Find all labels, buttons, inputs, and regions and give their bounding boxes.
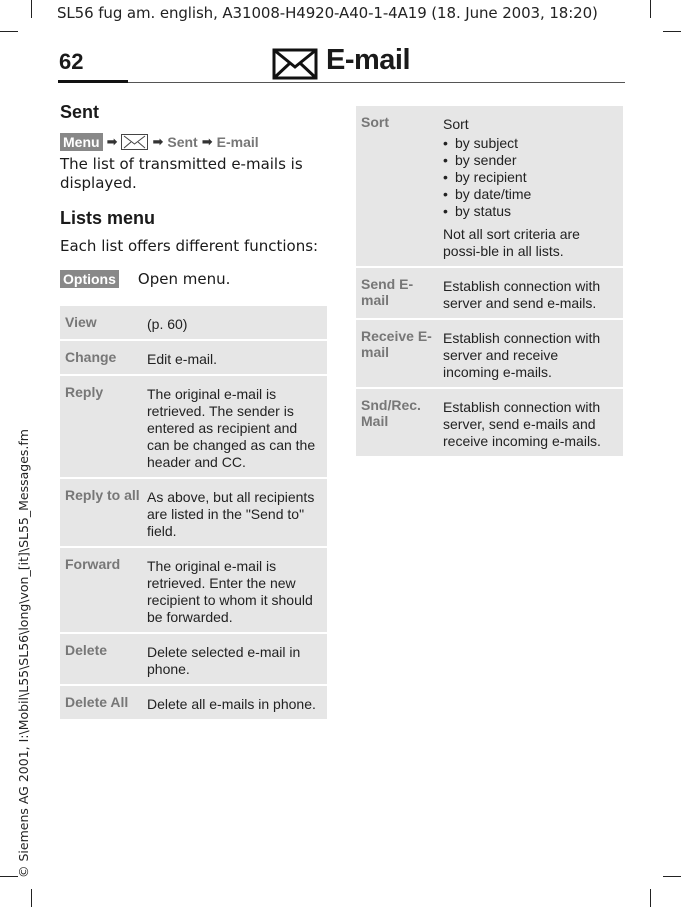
table-row	[356, 320, 623, 387]
function-description: (p. 60)	[146, 306, 327, 339]
sort-options-list	[443, 135, 617, 220]
functions-table	[60, 304, 327, 721]
function-description: Establish connection with server, send e-mails and receive incoming e-mails.	[442, 389, 623, 456]
arrow-icon: ➡	[152, 134, 164, 149]
crop-mark	[650, 889, 651, 907]
crop-mark	[663, 876, 681, 877]
function-name: Forward	[60, 548, 146, 632]
function-description: Establish connection with server and send e-mails.	[442, 268, 623, 318]
function-name: Reply	[60, 376, 146, 477]
file-path-note: © Siemens AG 2001, I:\Mobil\L55\SL56\long\von_[it]\SL55_Messages.fm	[16, 429, 31, 878]
function-name: View	[60, 306, 146, 339]
list-item: • by status	[443, 203, 617, 220]
list-item: • by date/time	[443, 186, 617, 203]
table-row	[60, 686, 327, 719]
lists-intro: Each list offers different functions:	[60, 237, 319, 255]
function-name: Receive E-mail	[356, 320, 442, 387]
functions-table-continued	[356, 104, 623, 458]
list-item: • by sender	[443, 152, 617, 169]
function-description: As above, but all recipients are listed in the "Send to" field.	[146, 479, 327, 546]
table-row	[356, 268, 623, 318]
options-softkey: Options	[60, 270, 119, 288]
page-number: 62	[59, 49, 84, 74]
crop-mark	[0, 31, 18, 32]
header-rule	[128, 82, 625, 83]
envelope-icon	[121, 134, 148, 150]
table-row	[356, 389, 623, 456]
function-description: Establish connection with server and receive incoming e-mails.	[442, 320, 623, 387]
list-item: • by subject	[443, 135, 617, 152]
table-row	[60, 634, 327, 684]
sent-description: The list of transmitted e-mails is displayed.	[60, 155, 303, 192]
sort-note: Not all sort criteria are possi-ble in all lists.	[443, 226, 580, 259]
table-row	[60, 341, 327, 374]
table-row	[60, 376, 327, 477]
table-row	[60, 306, 327, 339]
table-row	[60, 479, 327, 546]
crop-mark	[31, 0, 32, 18]
function-description: Delete all e-mails in phone.	[146, 686, 327, 719]
function-name: Delete All	[60, 686, 146, 719]
section-heading-sent: Sent	[60, 102, 100, 122]
page-title: E-mail	[326, 44, 411, 76]
function-description: The original e-mail is retrieved. The sender is entered as recipient and can be changed as can the header and CC.	[146, 376, 327, 477]
function-name: Delete	[60, 634, 146, 684]
menu-softkey: Menu	[60, 133, 103, 151]
list-item: • by recipient	[443, 169, 617, 186]
options-description: Open menu.	[137, 270, 231, 288]
section-heading-lists-menu: Lists menu	[60, 208, 156, 228]
function-description: Delete selected e-mail in phone.	[146, 634, 327, 684]
nav-step-email: E-mail	[216, 134, 259, 150]
navigation-path	[60, 133, 259, 151]
function-description: Edit e-mail.	[146, 341, 327, 374]
function-name: Change	[60, 341, 146, 374]
table-row	[60, 548, 327, 632]
crop-mark	[663, 31, 681, 32]
print-info-line: SL56 fug am. english, A31008-H4920-A40-1-4A19 (18. June 2003, 18:20)	[57, 4, 598, 22]
envelope-icon	[272, 48, 318, 80]
nav-step-sent: Sent	[167, 134, 198, 150]
crop-mark	[650, 0, 651, 18]
arrow-icon: ➡	[106, 134, 118, 149]
function-description	[442, 106, 623, 266]
function-description: The original e-mail is retrieved. Enter the new recipient to whom it should be forwarded.	[146, 548, 327, 632]
function-name: Sort	[356, 106, 442, 266]
options-row	[60, 270, 230, 288]
crop-mark	[31, 889, 32, 907]
function-name: Send E-mail	[356, 268, 442, 318]
table-row	[356, 106, 623, 266]
sort-title: Sort	[443, 116, 469, 132]
arrow-icon: ➡	[201, 134, 213, 149]
page-number-rule	[58, 80, 128, 83]
function-name: Snd/Rec. Mail	[356, 389, 442, 456]
function-name: Reply to all	[60, 479, 146, 546]
